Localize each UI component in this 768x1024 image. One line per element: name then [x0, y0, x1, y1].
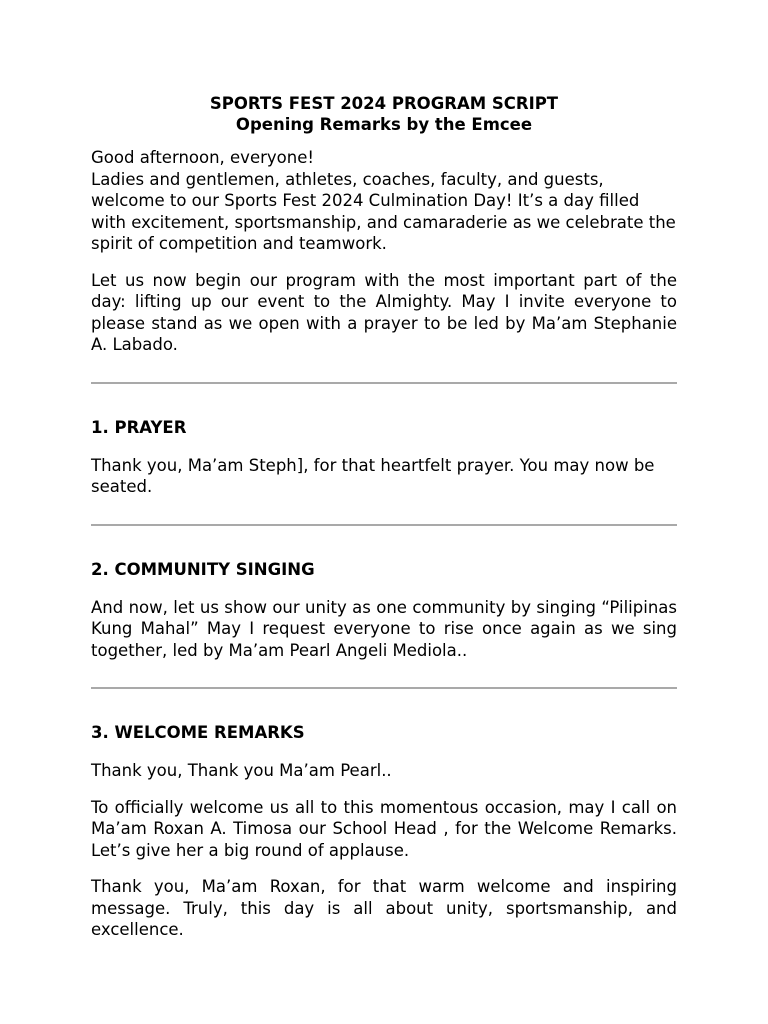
- section-heading: 3. WELCOME REMARKS: [91, 723, 305, 742]
- section-prayer: [91, 417, 677, 498]
- section-paragraph: And now, let us show our unity as one community by singing “Pilipinas Kung Mahal” May I request everyone to rise once again as we sing together, led by Ma’am Pearl Angeli Mediola..: [91, 597, 677, 660]
- section-divider: [91, 382, 677, 384]
- document-title: SPORTS FEST 2024 PROGRAM SCRIPT: [209, 94, 559, 113]
- section-heading: 1. PRAYER: [91, 417, 187, 437]
- section-heading: 2. COMMUNITY SINGING: [91, 559, 315, 579]
- section-paragraph: Thank you, Thank you Ma’am Pearl..: [91, 761, 392, 780]
- section-welcome-remarks: [91, 722, 677, 941]
- intro-invite: Let us now begin our program with the most important part of the day: lifting up our event to the Almighty. May I invite everyone to please stand as we open with a prayer to be led by Ma’am Stephanie A. Labado.: [91, 270, 677, 354]
- section-paragraph: Thank you, Ma’am Roxan, for that warm welcome and inspiring message. Truly, this day is all about unity, sportsmanship, and excellence.: [91, 877, 677, 939]
- section-divider: [91, 687, 677, 689]
- section-paragraph: To officially welcome us all to this momentous occasion, may I call on Ma’am Roxan A. Timosa our School Head , for the Welcome Remarks. Let’s give her a big round of applause.: [91, 797, 677, 860]
- document-subtitle: Opening Remarks by the Emcee: [235, 115, 533, 134]
- intro-section: [91, 147, 677, 356]
- title-block: [91, 93, 677, 135]
- intro-welcome: Ladies and gentlemen, athletes, coaches, faculty, and guests, welcome to our Sports Fest 2024 Culmination Day! It’s a day filled with excitement, sportsmanship, and camaraderie as we celebrate the spirit of competition and teamwork.: [91, 169, 676, 253]
- intro-greeting: Good afternoon, everyone!: [91, 148, 314, 167]
- section-paragraph: Thank you, Ma’am Steph], for that heartfelt prayer. You may now be seated.: [91, 455, 655, 496]
- section-divider: [91, 524, 677, 526]
- section-community-singing: [91, 559, 677, 662]
